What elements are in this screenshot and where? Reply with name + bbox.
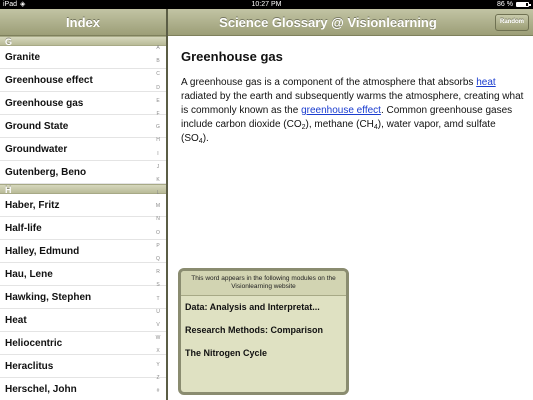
section-header-g: G [0, 36, 166, 46]
definition-part: . Common greenhouse gases include carbon dioxide (CO [181, 105, 513, 130]
index-letter[interactable]: C [156, 71, 160, 78]
heat-link[interactable]: heat [476, 77, 496, 88]
index-letter[interactable]: R [156, 269, 160, 276]
index-letter[interactable]: X [156, 348, 160, 355]
definition-part: radiated by the earth and subsequently warms the atmosphere, creating what is commonly known as the [181, 91, 524, 116]
detail-pane [168, 9, 533, 400]
list-item[interactable]: Hawking, Stephen [0, 286, 166, 309]
index-letter[interactable]: W [155, 335, 161, 342]
list-item[interactable]: Haber, Fritz [0, 194, 166, 217]
list-item[interactable]: Groundwater [0, 138, 166, 161]
index-letter[interactable]: U [156, 308, 160, 315]
index-letter[interactable]: L [156, 190, 160, 197]
list-item[interactable]: Halley, Edmund [0, 240, 166, 263]
index-letter[interactable]: E [156, 97, 160, 104]
definition-text [181, 76, 526, 146]
index-letter[interactable]: J [156, 163, 160, 170]
modules-header: This word appears in the following modules on the Visionlearning website [181, 271, 346, 296]
random-button[interactable]: Random [495, 14, 529, 31]
list-item[interactable]: Heliocentric [0, 332, 166, 355]
index-letter[interactable]: N [156, 216, 160, 223]
status-bar [0, 0, 533, 9]
battery-percentage: 86 % [497, 1, 513, 8]
index-letter[interactable]: V [156, 321, 160, 328]
list-item[interactable]: Heraclitus [0, 355, 166, 378]
index-letter[interactable]: A [156, 45, 160, 51]
alphabet-index-bar[interactable] [150, 45, 166, 400]
definition-part: A greenhouse gas is a component of the atmosphere that absorbs [181, 77, 477, 88]
index-title: Index [0, 9, 166, 36]
definition-part: ), methane (CH [305, 119, 374, 130]
index-letter[interactable]: F [156, 110, 160, 117]
modules-panel [178, 268, 349, 395]
index-pane [0, 9, 166, 400]
definition-part: ), water vapor, amd sulfate (SO [181, 119, 496, 144]
section-header-h: H [0, 184, 166, 194]
definition-part: ). [202, 133, 209, 144]
term-title: Greenhouse gas [181, 49, 283, 64]
list-item[interactable]: Herschel, John [0, 378, 166, 400]
wifi-icon: ◈ [20, 1, 26, 8]
list-item[interactable]: Hau, Lene [0, 263, 166, 286]
index-letter[interactable]: H [156, 137, 160, 144]
subscript: 2 [301, 124, 306, 131]
battery-icon [516, 2, 529, 7]
index-letter[interactable]: # [156, 387, 160, 394]
index-letter[interactable]: Y [156, 361, 160, 368]
index-letter[interactable]: B [156, 58, 160, 65]
index-letter[interactable]: D [156, 84, 160, 91]
index-letter[interactable]: M [155, 203, 161, 210]
list-item[interactable]: Gutenberg, Beno [0, 161, 166, 184]
subscript: 4 [373, 124, 378, 131]
list-item[interactable]: Greenhouse gas [0, 92, 166, 115]
module-link[interactable]: The Nitrogen Cycle [185, 348, 268, 358]
list-item[interactable]: Half-life [0, 217, 166, 240]
page-title: Science Glossary @ Visionlearning [168, 9, 533, 36]
clock: 10:27 PM [251, 1, 282, 8]
index-letter[interactable]: Z [156, 374, 160, 381]
list-item[interactable]: Greenhouse effect [0, 69, 166, 92]
index-letter[interactable]: G [156, 124, 160, 131]
index-letter[interactable]: O [156, 229, 160, 236]
index-letter[interactable]: K [156, 176, 160, 183]
greenhouse-effect-link[interactable]: greenhouse effect [301, 105, 381, 116]
list-item[interactable]: Heat [0, 309, 166, 332]
index-letter[interactable]: I [157, 150, 159, 157]
module-link[interactable]: Data: Analysis and Interpretat... [185, 302, 320, 312]
list-item[interactable]: Ground State [0, 115, 166, 138]
index-letter[interactable]: Q [156, 256, 160, 262]
index-letter[interactable]: T [156, 295, 160, 302]
list-item[interactable]: Granite [0, 46, 166, 69]
module-link[interactable]: Research Methods: Comparison [185, 325, 324, 335]
carrier-label: iPad [3, 1, 18, 8]
subscript: 4 [198, 138, 203, 145]
index-letter[interactable]: S [156, 282, 160, 289]
index-letter[interactable]: P [156, 242, 160, 249]
